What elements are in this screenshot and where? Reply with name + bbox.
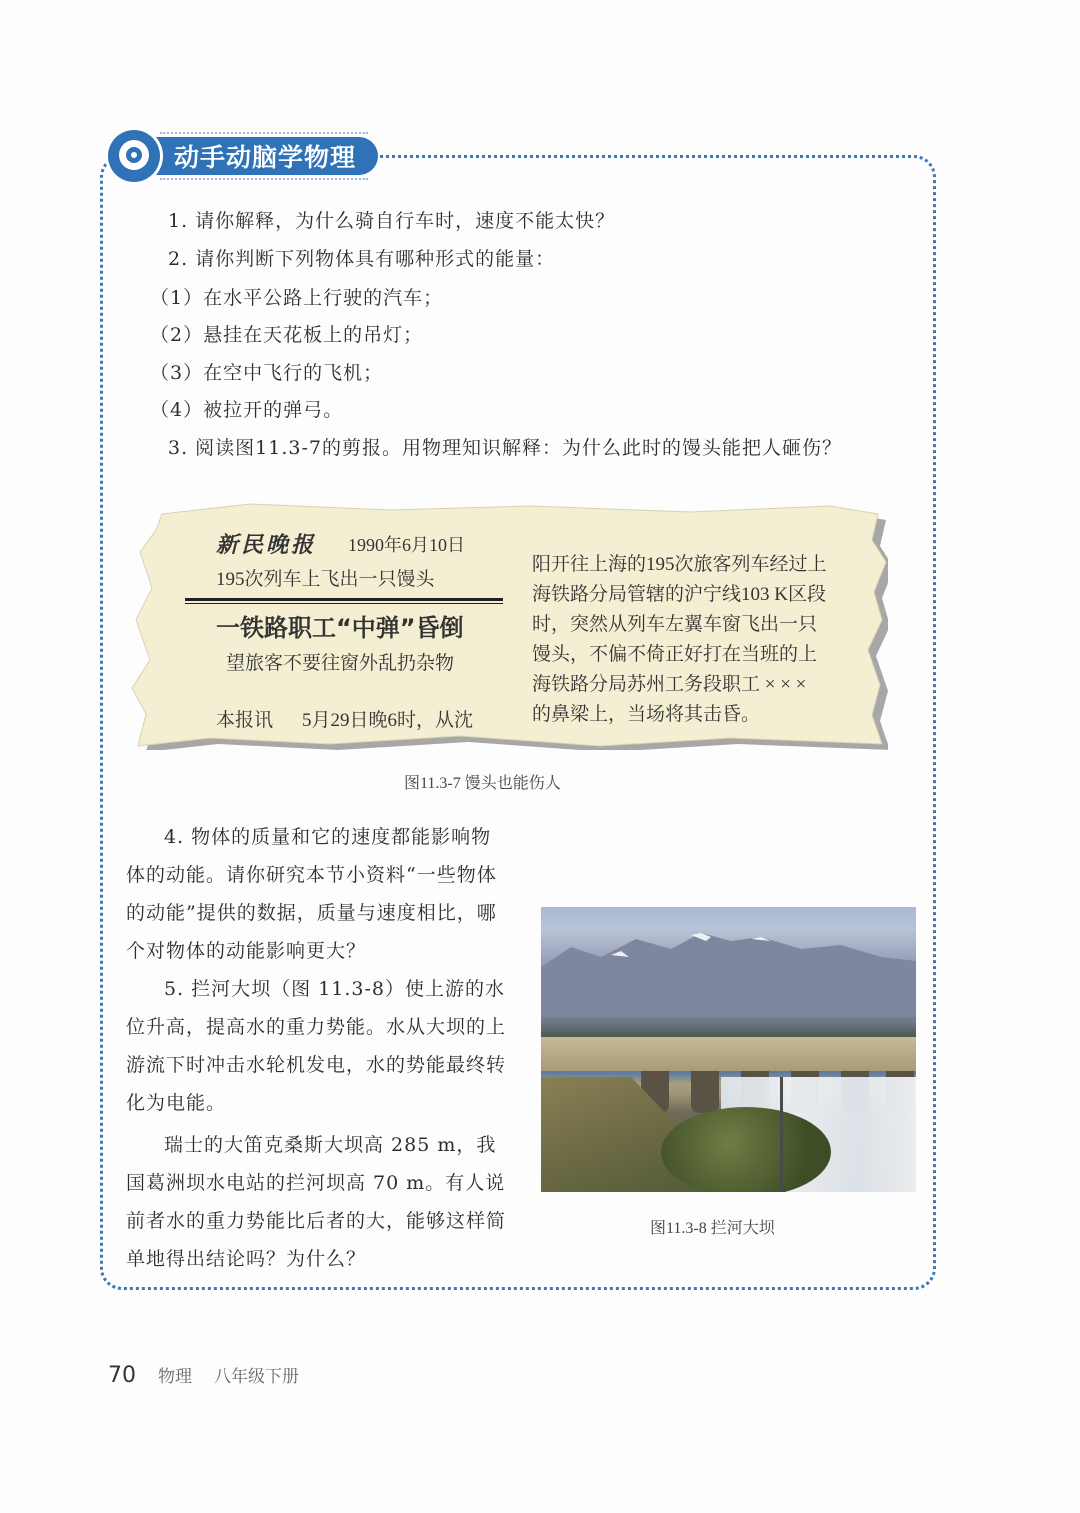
tree-foliage bbox=[661, 1107, 831, 1192]
clipping-tagline: 望旅客不要往窗外乱扔杂物 bbox=[226, 653, 455, 674]
utility-pole bbox=[780, 1077, 783, 1192]
question-2-item-2: （2）悬挂在天花板上的吊灯； bbox=[150, 324, 424, 346]
question-3: 3. 阅读图11.3-7的剪报。用物理知识解释：为什么此时的馒头能把人砸伤？ bbox=[168, 437, 842, 459]
dam-photo bbox=[541, 907, 916, 1192]
clipping-byline-text: 5月29日晚6时，从沈 bbox=[302, 710, 474, 731]
question-2-item-1: （1）在水平公路上行驶的汽车； bbox=[150, 287, 444, 309]
question-4: 4. 物体的质量和它的速度都能影响物体的动能。请你研究本节小资料“一些物体的动能”提供的数据，质量与速度相比，哪个对物体的动能影响更大？ bbox=[126, 826, 497, 962]
clipping-body-line: 的鼻梁上，当场将其击昏。 bbox=[532, 704, 761, 725]
section-header bbox=[108, 131, 378, 181]
question-1: 1. 请你解释，为什么骑自行车时，速度不能太快？ bbox=[168, 210, 616, 232]
newspaper-clipping bbox=[130, 500, 888, 750]
section-title: 动手动脑学物理 bbox=[146, 137, 378, 175]
figure-caption-11-3-7: 图11.3-7 馒头也能伤人 bbox=[404, 775, 561, 792]
question-5-followup: 瑞士的大笛克桑斯大坝高 285 m，我国葛洲坝水电站的拦河坝高 70 m。有人说前者水的重力势能比后者的大，能够这样简单地得出结论吗？为什么？ bbox=[126, 1134, 507, 1270]
clipping-body-line: 阳开往上海的195次旅客列车经过上 bbox=[532, 554, 827, 575]
question-4-block bbox=[126, 818, 506, 1278]
newspaper-name: 新民晚报 bbox=[216, 532, 317, 558]
target-ring-icon bbox=[108, 130, 160, 182]
question-2-item-3: （3）在空中飞行的飞机； bbox=[150, 362, 384, 384]
mountain-range bbox=[541, 927, 916, 1017]
headline-rule bbox=[185, 598, 503, 601]
headline-rule-thin bbox=[185, 603, 503, 604]
question-2-item-4: （4）被拉开的弹弓。 bbox=[150, 399, 344, 421]
question-5: 5. 拦河大坝（图 11.3-8）使上游的水位升高，提高水的重力势能。水从大坝的上游流下时冲击水轮机发电，水的势能最终转化为电能。 bbox=[126, 978, 507, 1114]
page-number: 70 bbox=[108, 1363, 136, 1388]
clipping-byline-label: 本报讯 bbox=[216, 710, 274, 731]
clipping-body-line: 时，突然从列车左翼车窗飞出一只 bbox=[532, 614, 818, 635]
clipping-headline: 一铁路职工“中弹”昏倒 bbox=[216, 614, 464, 642]
clipping-subhead: 195次列车上飞出一只馒头 bbox=[216, 569, 435, 590]
newspaper-date: 1990年6月10日 bbox=[348, 535, 465, 555]
figure-caption-11-3-8: 图11.3-8 拦河大坝 bbox=[650, 1220, 775, 1237]
clipping-body-line: 馒头，不偏不倚正好打在当班的上 bbox=[532, 644, 818, 665]
subject-label: 物理 bbox=[158, 1367, 192, 1387]
clipping-body bbox=[532, 550, 827, 730]
clipping-body-line: 海铁路分局苏州工务段职工 × × × bbox=[532, 674, 807, 695]
question-2: 2. 请你判断下列物体具有哪种形式的能量： bbox=[168, 248, 556, 270]
clipping-body-line: 海铁路分局管辖的沪宁线103 K区段 bbox=[532, 584, 826, 605]
book-label: 八年级下册 bbox=[214, 1367, 299, 1387]
dam-deck bbox=[541, 1037, 916, 1071]
page-footer bbox=[108, 1362, 299, 1388]
